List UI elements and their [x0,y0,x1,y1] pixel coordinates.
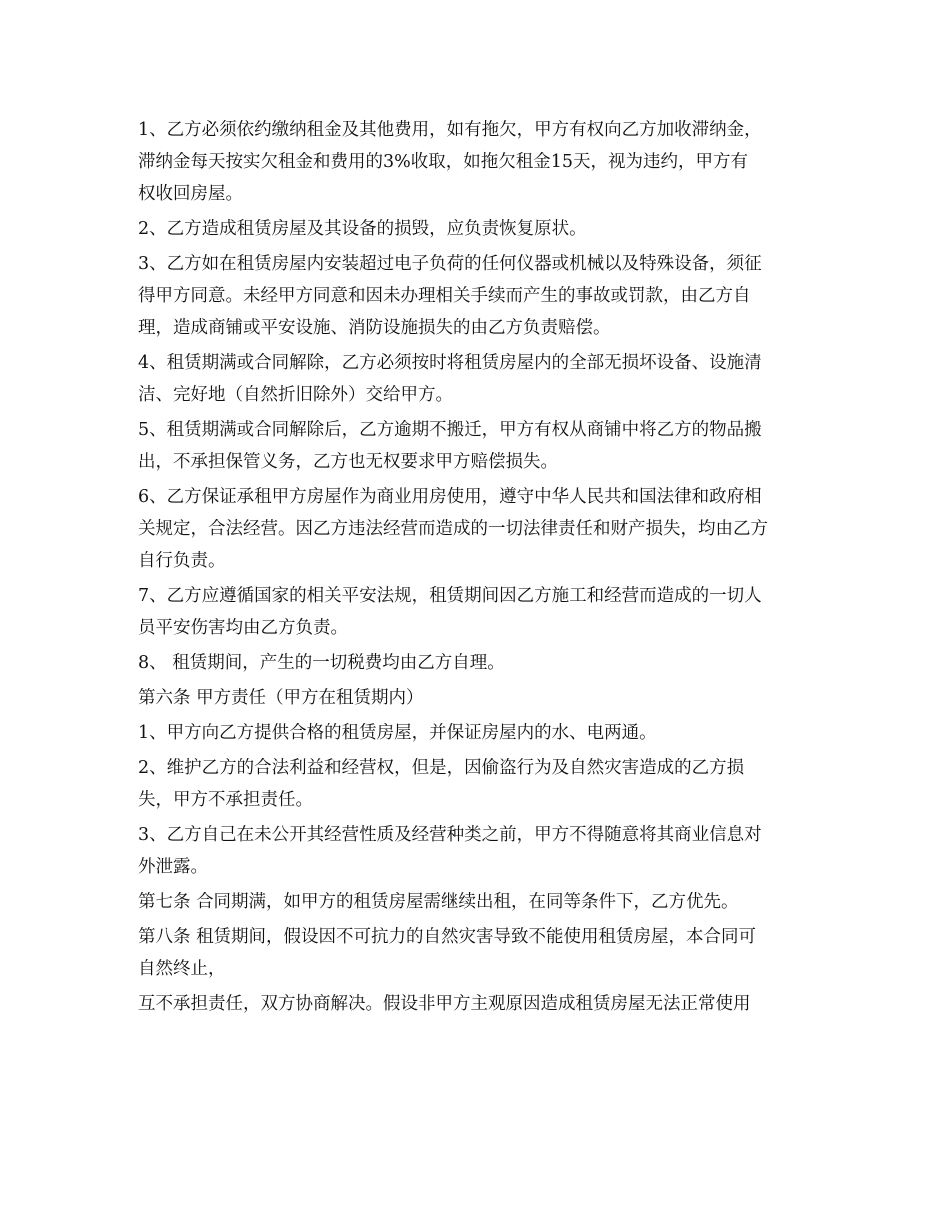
paragraph-line: 自然终止， [138,959,226,979]
paragraph-line-start: 3、乙方自己在未公开其经营性质及经营种类之前，甲方不得随意将其商业信息对 [138,825,762,845]
paragraph-line: 出，不承担保管义务，乙方也无权要求甲方赔偿损失。 [138,452,558,472]
paragraph-line-start: 2、乙方造成租赁房屋及其设备的损毁，应负责恢复原状。 [138,219,587,239]
paragraph-line-start: 8、 租赁期间，产生的一切税费均由乙方自理。 [138,653,505,673]
paragraph-line-start: 2、维护乙方的合法利益和经营权，但是，因偷盗行为及自然灾害造成的乙方损 [138,758,745,778]
paragraph-line-start: 6、乙方保证承租甲方房屋作为商业用房使用，遵守中华人民共和国法律和政府相 [138,487,762,507]
paragraph-line: 外泄露。 [138,857,208,877]
paragraph-line-start: 5、租赁期满或合同解除后，乙方逾期不搬迁，甲方有权从商铺中将乙方的物品搬 [138,420,762,440]
paragraph-line-start: 第七条 合同期满，如甲方的租赁房屋需继续出租，在同等条件下，乙方优先。 [138,892,739,912]
paragraph-line-start: 互不承担责任，双方协商解决。假设非甲方主观原因造成租赁房屋无法正常使用 [138,994,751,1014]
paragraph-line: 权收回房屋。 [138,184,243,204]
paragraph-line: 得甲方同意。未经甲方同意和因未办理相关手续而产生的事故或罚款，由乙方自 [138,286,751,306]
paragraph-line: 员平安伤害均由乙方负责。 [138,618,348,638]
document-body [138,114,814,1020]
paragraph-line-start: 第八条 租赁期间，假设因不可抗力的自然灾害导致不能使用租赁房屋，本合同可 [138,927,757,947]
paragraph-line-start: 1、乙方必须依约缴纳租金及其他费用，如有拖欠，甲方有权向乙方加收滞纳金， [138,120,762,140]
paragraph-line: 滞纳金每天按实欠租金和费用的3%收取，如拖欠租金15天，视为违约，甲方有 [138,152,749,172]
paragraph-line-start: 3、乙方如在租赁房屋内安装超过电子负荷的任何仪器或机械以及特殊设备，须征 [138,254,762,274]
paragraph-line-start: 第六条 甲方责任（甲方在租赁期内） [138,688,424,708]
paragraph-line: 关规定，合法经营。因乙方违法经营而造成的一切法律责任和财产损失，均由乙方 [138,519,768,539]
paragraph-line: 洁、完好地（自然折旧除外）交给甲方。 [138,385,453,405]
paragraph-line-start: 4、租赁期满或合同解除，乙方必须按时将租赁房屋内的全部无损坏设备、设施清 [138,353,762,373]
paragraph-line: 理，造成商铺或平安设施、消防设施损失的由乙方负责赔偿。 [138,318,611,338]
paragraph-line: 失，甲方不承担责任。 [138,790,313,810]
paragraph-line-start: 1、甲方向乙方提供合格的租赁房屋，并保证房屋内的水、电两通。 [138,723,657,743]
paragraph-line-start: 7、乙方应遵循国家的相关平安法规，租赁期间因乙方施工和经营而造成的一切人 [138,586,762,606]
paragraph-line: 自行负责。 [138,551,226,571]
